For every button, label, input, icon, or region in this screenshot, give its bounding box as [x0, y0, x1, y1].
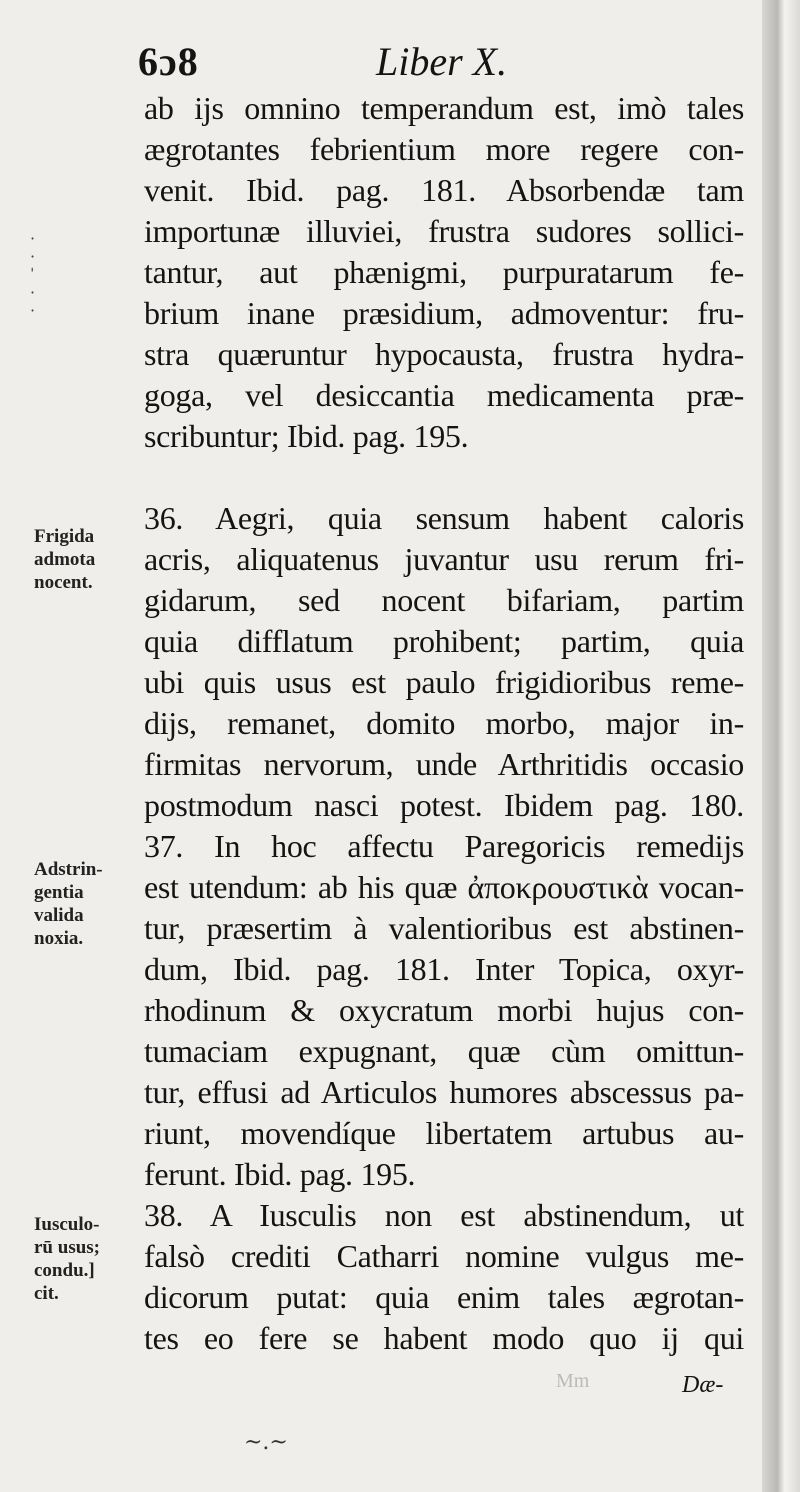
text-line: tur, effusi ad Articulos humores abscessus pa- — [144, 1074, 744, 1110]
margin-note-line: valida — [34, 905, 84, 926]
ink-ornament: ~.~ — [244, 1430, 288, 1455]
running-head: Liber X. — [376, 39, 508, 84]
text-line: goga, vel desiccantia medicamenta præ- — [144, 377, 744, 413]
text-line: firmitas nervorum, unde Arthritidis occasio — [144, 746, 744, 782]
margin-note-line: Frigida — [34, 526, 95, 547]
text-line: stra quæruntur hypocausta, frustra hydra- — [144, 336, 744, 372]
page-edge-shadow — [762, 0, 800, 1492]
text-line: riunt, movendíque libertatem artubus au- — [144, 1115, 744, 1151]
margin-note-adstringentia — [34, 858, 134, 950]
text-line: acris, aliquatenus juvantur usu rerum fri- — [144, 541, 744, 577]
text-line: scribuntur; Ibid. pag. 195. — [144, 418, 469, 454]
text-line: dum, Ibid. pag. 181. Inter Topica, oxyr- — [144, 951, 744, 987]
text-line: tantur, aut phænigmi, purpuratarum fe- — [144, 254, 744, 290]
text-line: quia difflatum prohibent; partim, quia — [144, 623, 744, 659]
show-through-mark: Mm — [556, 1370, 590, 1392]
margin-note-line: cit. — [34, 1283, 59, 1304]
text-line: tes eo fere se habent modo quo ij qui — [144, 1320, 744, 1356]
margin-note-line: noxia. — [34, 928, 84, 949]
text-line: ferunt. Ibid. pag. 195. — [144, 1156, 416, 1192]
text-block-main — [144, 498, 744, 1359]
text-line: ubi quis usus est paulo frigidioribus reme- — [144, 664, 744, 700]
margin-note-line: condu.] — [34, 1260, 95, 1281]
text-line: falsò crediti Catharri nomine vulgus me- — [144, 1238, 744, 1274]
margin-note-line: gentia — [34, 882, 84, 903]
margin-note-line: admota — [34, 549, 96, 570]
paragraph-36-line: 36. Aegri, quia sensum habent caloris — [144, 500, 744, 536]
paragraph-38-line: 38. A Iusculis non est abstinendum, ut — [144, 1197, 744, 1233]
margin-note-frigida — [34, 525, 134, 594]
paragraph-37-line: 37. In hoc affectu Paregoricis remedijs — [144, 828, 744, 864]
text-line: rhodinum & oxycratum morbi hujus con- — [144, 992, 744, 1028]
text-line: dicorum putat: quia enim tales ægrotan- — [144, 1279, 744, 1315]
text-line: tumaciam expugnant, quæ cùm omittun- — [144, 1033, 744, 1069]
text-line: importunæ illuviei, frustra sudores sollici- — [144, 213, 744, 249]
text-line: brium inane præsidium, admoventur: fru- — [144, 295, 744, 331]
margin-note-iusculorum — [34, 1213, 134, 1305]
text-line: est utendum: ab his quæ ἀποκρουστικὰ vocan- — [144, 869, 744, 905]
page-number: 6ɔ8 — [138, 39, 199, 84]
margin-note-line: Adstrin- — [34, 859, 103, 880]
text-line: tur, præsertim à valentioribus est abstinen- — [144, 910, 744, 946]
ink-specks: · · ˈ · · — [30, 229, 36, 320]
text-line: ab ijs omnino temperandum est, imò tales — [144, 90, 744, 126]
catchword: Dæ- — [682, 1372, 724, 1398]
text-line: postmodum nasci potest. Ibidem pag. 180. — [144, 787, 744, 823]
text-line: venit. Ibid. pag. 181. Absorbendæ tam — [144, 172, 744, 208]
text-line: dijs, remanet, domito morbo, major in- — [144, 705, 744, 741]
margin-note-line: rū usus; — [34, 1237, 100, 1258]
text-block-top — [144, 88, 744, 457]
text-line: gidarum, sed nocent bifariam, partim — [144, 582, 744, 618]
margin-note-line: nocent. — [34, 572, 93, 593]
margin-note-line: Iusculo- — [34, 1214, 100, 1235]
text-line: ægrotantes febrientium more regere con- — [144, 131, 744, 167]
